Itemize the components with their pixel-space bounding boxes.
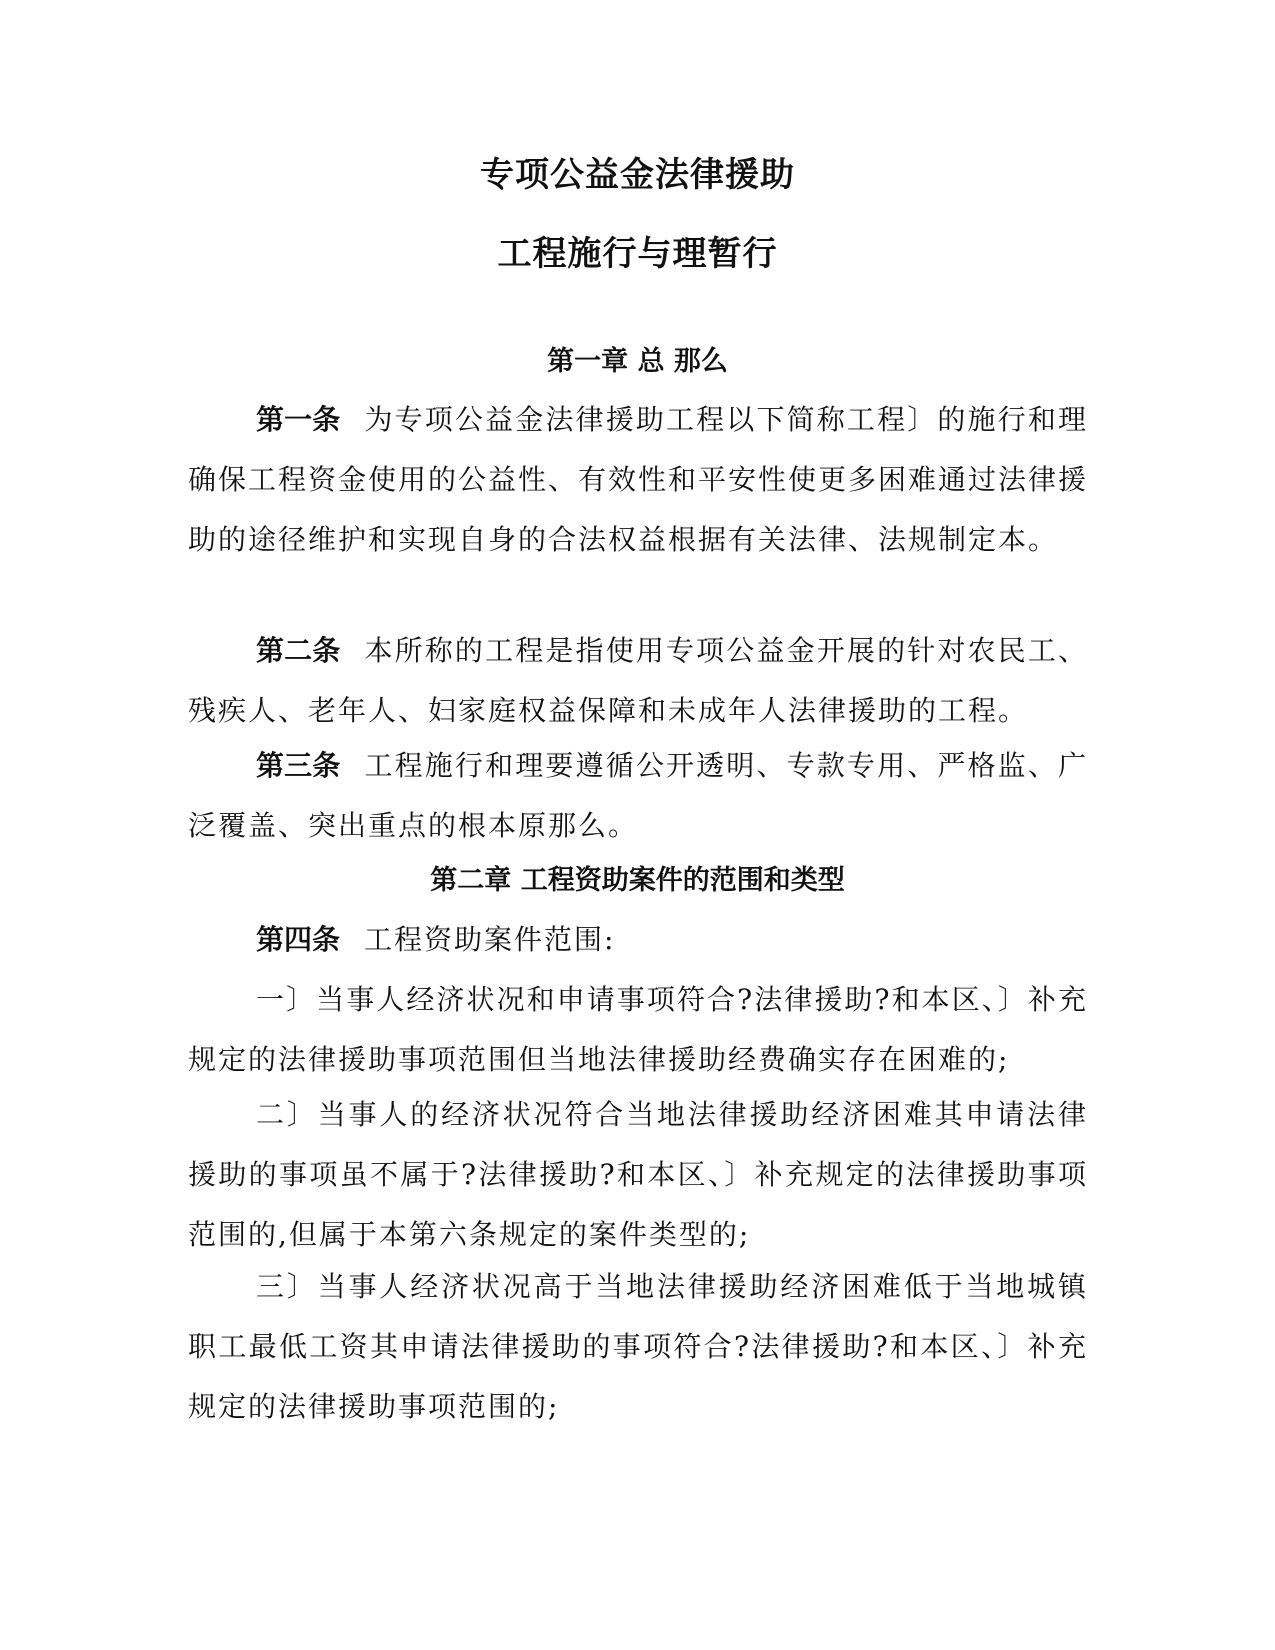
article-3: [188, 736, 1088, 856]
article-4-item-2: 二〕当事人的经济状况符合当地法律援助经济困难其申请法律援助的事项虽不属于?法律援助?和本区、〕补充规定的法律援助事项范围的,但属于本第六条规定的案件类型的;: [188, 1098, 1088, 1251]
article-2-label: 第二条: [256, 634, 341, 667]
article-4-text: 工程资助案件范围:: [364, 923, 616, 956]
chapter-1-heading: 第一章 总 那么: [547, 346, 728, 377]
article-3-label: 第三条: [256, 749, 341, 782]
article-1: [188, 390, 1088, 570]
article-4-item-1: 一〕当事人经济状况和申请事项符合?法律援助?和本区、〕补充规定的法律援助事项范围但当地法律援助经费确实存在困难的;: [188, 983, 1088, 1076]
document-title-line-2: 工程施行与理暂行: [497, 234, 778, 274]
document-title-line-1: 专项公益金法律援助: [480, 155, 795, 195]
chapter-2-heading: 第二章 工程资助案件的范围和类型: [430, 865, 845, 896]
article-3-text: 工程施行和理要遵循公开透明、专款专用、严格监、广泛覆盖、突出重点的根本原那么。: [188, 749, 1088, 842]
article-2-text: 本所称的工程是指使用专项公益金开展的针对农民工、残疾人、老年人、妇家庭权益保障和未成年人法律援助的工程。: [188, 634, 1088, 727]
article-2: [188, 621, 1088, 741]
article-1-label: 第一条: [256, 403, 341, 436]
article-4-item-3: 三〕当事人经济状况高于当地法律援助经济困难低于当地城镇职工最低工资其申请法律援助的事项符合?法律援助?和本区、〕补充规定的法律援助事项范围的;: [188, 1270, 1088, 1423]
article-4: [188, 910, 1088, 970]
article-1-text: 为专项公益金法律援助工程以下简称工程〕的施行和理确保工程资金使用的公益性、有效性和平安性使更多困难通过法律援助的途径维护和实现自身的合法权益根据有关法律、法规制定本。: [188, 403, 1089, 556]
article-4-label: 第四条: [256, 923, 341, 956]
